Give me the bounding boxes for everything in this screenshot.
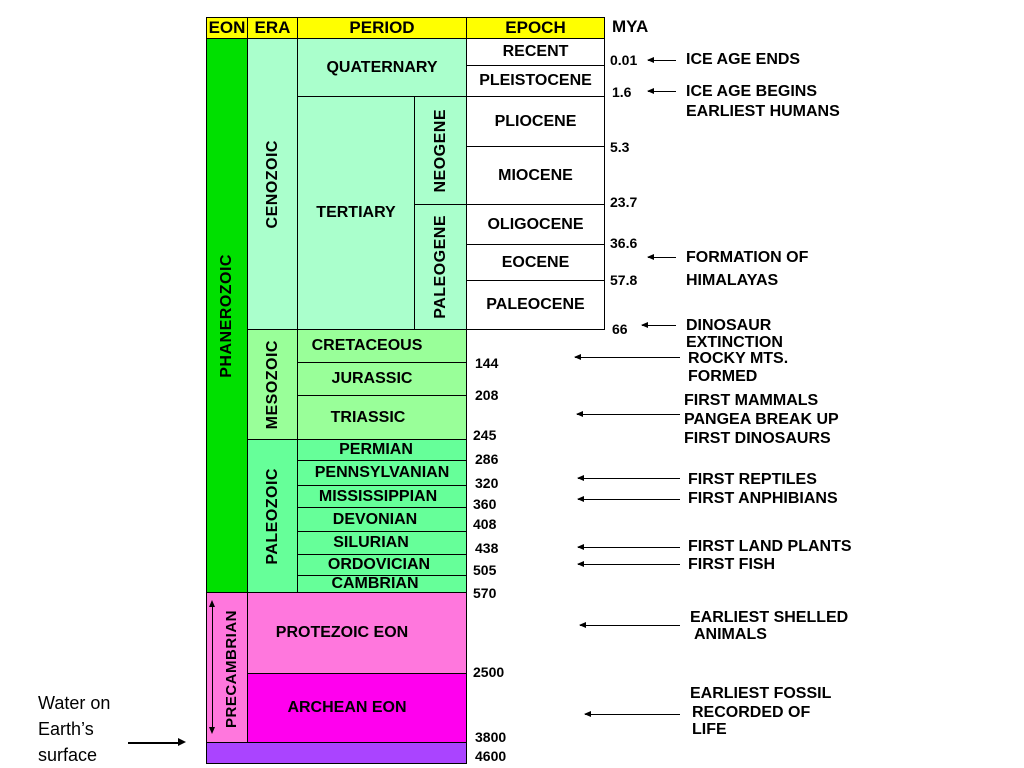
epoch-eocene: [466, 244, 605, 281]
eon-archean-label: ARCHEAN EON: [287, 699, 407, 716]
era-mesozoic: [247, 329, 298, 440]
arrow-ice-age-begins: [648, 91, 676, 92]
arrow-rocky-mts: [575, 357, 680, 358]
mya-408: 408: [473, 516, 497, 532]
period-tertiary: [297, 96, 415, 330]
arrow-fossil-life: [585, 714, 680, 715]
event-fossil-line3: LIFE: [692, 721, 727, 738]
period-devonian: [297, 507, 467, 532]
mya-36-6: 36.6: [610, 235, 638, 251]
arrow-first-reptiles: [578, 478, 680, 479]
eon-archean: [247, 673, 467, 743]
arrow-first-land-plants: [578, 547, 680, 548]
period-silurian-label: SILURIAN: [333, 534, 409, 551]
mya-2500: 2500: [473, 664, 505, 680]
event-first-fish: FIRST FISH: [688, 556, 776, 573]
note-water-line1: Water on: [38, 693, 111, 713]
period-paleogene-label: PALEOGENE: [431, 215, 449, 319]
event-shelled-animals-line2: ANIMALS: [694, 626, 767, 643]
period-mississippian-label: MISSISSIPPIAN: [318, 487, 438, 505]
note-water-arrowhead: [178, 738, 186, 746]
header-era: ERA: [247, 17, 298, 39]
period-cambrian-label: CAMBRIAN: [331, 575, 419, 592]
arrow-ice-age-ends: [648, 60, 676, 61]
mya-570: 570: [473, 585, 497, 601]
event-pangea-break-up: PANGEA BREAK UP: [684, 411, 839, 428]
epoch-eocene-label: EOCENE: [501, 253, 570, 271]
header-period: PERIOD: [297, 17, 467, 39]
era-paleozoic-label: PALEOZOIC: [263, 467, 281, 565]
arrow-himalayas: [648, 257, 676, 258]
eon-phanerozoic: [206, 38, 248, 593]
period-pennsylvanian: [297, 460, 467, 486]
header-mya: MYA: [612, 17, 649, 36]
header-eon: EON: [206, 17, 248, 39]
event-shelled-animals-line1: EARLIEST SHELLED: [690, 609, 849, 626]
arrow-first-amphibians: [578, 499, 680, 500]
event-first-dinosaurs: FIRST DINOSAURS: [684, 430, 831, 447]
epoch-paleocene-label: PALEOCENE: [486, 296, 585, 313]
eon-protezoic: [247, 592, 467, 674]
epoch-oligocene-label: OLIGOCENE: [487, 215, 584, 233]
mya-66: 66: [612, 321, 628, 337]
event-himalayas-line1: FORMATION OF: [686, 249, 809, 266]
mya-3800: 3800: [475, 729, 507, 745]
precambrian-span-bottom-arrowhead: [209, 727, 215, 734]
period-silurian: [297, 531, 467, 555]
era-cenozoic: [247, 38, 298, 330]
epoch-miocene: [466, 146, 605, 205]
mya-1-6: 1.6: [612, 84, 632, 100]
mya-57-8: 57.8: [610, 272, 638, 288]
epoch-pliocene: [466, 96, 605, 147]
note-water-line2: Earth’s: [38, 719, 94, 739]
period-triassic-label: TRIASSIC: [330, 408, 406, 426]
event-ice-age-begins: ICE AGE BEGINS: [686, 83, 817, 100]
event-ice-age-ends: ICE AGE ENDS: [686, 51, 801, 68]
epoch-paleocene: [466, 280, 605, 330]
eon-protezoic-label: PROTEZOIC EON: [275, 624, 409, 641]
eon-precambrian-label: PRECAMBRIAN: [223, 610, 240, 728]
mya-438: 438: [475, 540, 499, 556]
period-cambrian: [297, 575, 467, 593]
header-epoch: EPOCH: [466, 17, 605, 39]
arrow-dinosaur-extinction: [642, 325, 676, 326]
event-first-reptiles: FIRST REPTILES: [688, 471, 817, 488]
period-tertiary-label: TERTIARY: [316, 204, 396, 221]
mya-320: 320: [475, 475, 499, 491]
epoch-pliocene-label: PLIOCENE: [494, 112, 577, 130]
epoch-recent-label: RECENT: [502, 43, 569, 60]
mya-245: 245: [473, 427, 497, 443]
period-devonian-label: DEVONIAN: [332, 510, 418, 528]
event-rocky-mts-line2: FORMED: [688, 368, 758, 385]
event-first-land-plants: FIRST LAND PLANTS: [688, 538, 852, 555]
mya-360: 360: [473, 496, 497, 512]
eon-phanerozoic-label: PHANEROZOIC: [218, 253, 235, 378]
mya-505: 505: [473, 562, 497, 578]
period-permian-label: PERMIAN: [339, 441, 413, 458]
arrow-first-fish: [578, 564, 680, 565]
epoch-miocene-label: MIOCENE: [498, 166, 573, 184]
arrow-pangea: [577, 414, 680, 415]
era-cenozoic-label: CENOZOIC: [263, 139, 281, 229]
period-neogene-label: NEOGENE: [431, 108, 449, 193]
period-mississippian: [297, 485, 467, 508]
period-triassic: [297, 395, 467, 440]
period-paleogene: [414, 204, 467, 330]
event-dinosaur-extinction-line1: DINOSAUR: [686, 317, 772, 334]
epoch-recent: [466, 38, 605, 66]
mya-4600: 4600: [475, 748, 507, 764]
period-cretaceous: [297, 329, 467, 363]
mya-5-3: 5.3: [610, 139, 630, 155]
event-first-mammals: FIRST MAMMALS: [684, 392, 819, 409]
arrow-shelled-animals: [580, 625, 680, 626]
period-jurassic: [297, 362, 467, 396]
period-ordovician: [297, 554, 467, 576]
eon-hadean: [206, 742, 467, 764]
event-fossil-line1: EARLIEST FOSSIL: [690, 685, 832, 702]
epoch-oligocene: [466, 204, 605, 245]
mya-286: 286: [475, 451, 499, 467]
era-paleozoic: [247, 439, 298, 593]
mya-144: 144: [475, 355, 499, 371]
mya-0-01: 0.01: [610, 52, 638, 68]
event-fossil-line2: RECORDED OF: [692, 704, 811, 721]
period-neogene: [414, 96, 467, 205]
event-earliest-humans: EARLIEST HUMANS: [686, 103, 840, 120]
era-mesozoic-label: MESOZOIC: [263, 339, 281, 430]
mya-23-7: 23.7: [610, 194, 638, 210]
period-quaternary: [297, 38, 467, 97]
period-quaternary-label: QUATERNARY: [326, 58, 438, 76]
period-cretaceous-label: CRETACEOUS: [311, 337, 423, 354]
note-water-arrow-line: [128, 742, 180, 744]
epoch-pleistocene-label: PLEISTOCENE: [479, 72, 592, 89]
epoch-pleistocene: [466, 65, 605, 97]
event-rocky-mts-line1: ROCKY MTS.: [688, 350, 789, 367]
period-ordovician-label: ORDOVICIAN: [327, 556, 431, 573]
note-water-line3: surface: [38, 745, 98, 765]
event-himalayas-line2: HIMALAYAS: [686, 272, 779, 289]
period-permian: [297, 439, 467, 461]
precambrian-span-line: [212, 604, 213, 728]
period-jurassic-label: JURASSIC: [331, 370, 413, 387]
mya-208: 208: [475, 387, 499, 403]
period-pennsylvanian-label: PENNSYLVANIAN: [314, 464, 450, 481]
event-first-amphibians: FIRST ANPHIBIANS: [688, 490, 838, 507]
precambrian-span-top-arrowhead: [209, 600, 215, 607]
event-dinosaur-extinction-line2: EXTINCTION: [686, 334, 783, 351]
